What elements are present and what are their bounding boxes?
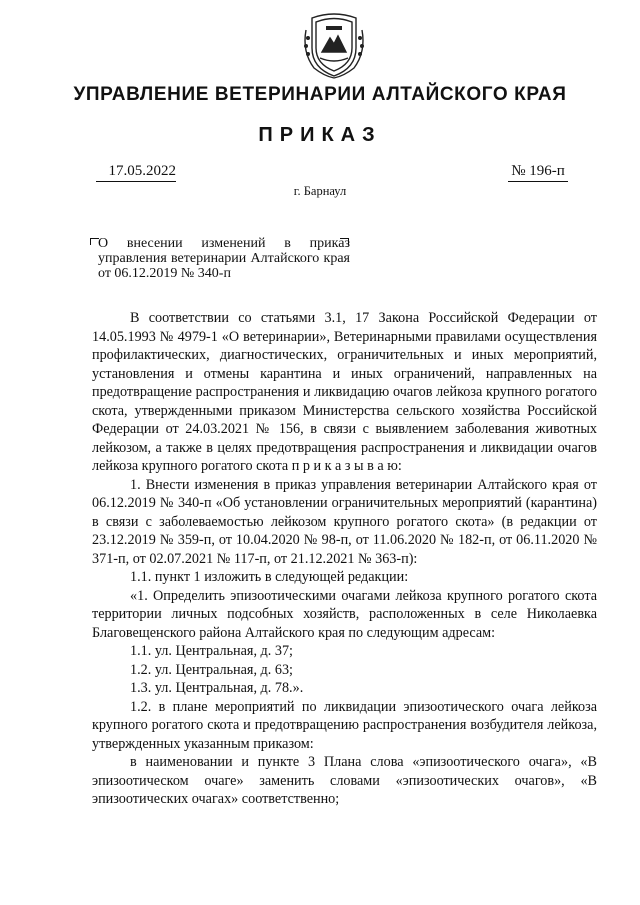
document-subject: О внесении изменений в приказ управления ветеринарии Алтайского края от 06.12.2019 № 340-п: [98, 236, 350, 281]
altai-krai-coat-of-arms-icon: [300, 8, 368, 80]
body-paragraph-item-1-1: 1.1. пункт 1 изложить в следующей редакции:: [130, 569, 409, 585]
body-paragraph-item-1: 1. Внести изменения в приказ управления ветеринарии Алтайского края от 06.12.2019 № 340-п «Об установлении ограничительных мероприятий (карантина) в связи с заболеваемостью лейкозом крупного рогатого скота» (в редакции от 23.12.2019 № 359-п, от 10.04.2020 № 98-п, от 11.06.2020 № 182-п, от 06.11.2020 № 371-п, от 02.07.2021 № 117-п, от 21.12.2021 № 363-п):: [92, 476, 597, 567]
body-paragraph-replacement: в наименовании и пункте 3 Плана слова «эпизоотического очага», «В эпизоотическом очаге» заменить словами «эпизоотических очагов», «В эпизоотических очагах» соответственно;: [92, 754, 597, 807]
body-address-2: 1.2. ул. Центральная, д. 63;: [130, 661, 293, 678]
body-paragraph-preamble: В соответствии со статьями 3.1, 17 Закона Российской Федерации от 14.05.1993 № 4979-1 «О ветеринарии», Ветеринарными правилами осуществления профилактических, диагностических, ограничительных и иных мероприятий, установления и отмены карантина и иных ограничений, направленных на предотвращение распространения и ликвидацию очагов лейкоза крупного рогатого скота, утвержденными приказом Министерства сельского хозяйства Российской Федерации от 24.03.2021 № 156, в связи с выявлением заболевания животных лейкозом, а также в целях предотвращения распространения и ликвидации очагов лейкоза крупного рогатого скота п р и к а з ы в а ю:: [92, 310, 597, 474]
body-address-3: 1.3. ул. Центральная, д. 78.».: [130, 680, 304, 696]
body-paragraph-quoted-item: «1. Определить эпизоотическими очагами лейкоза крупного рогатого скота территории личных подсобных хозяйств, расположенных в селе Николаевка Благовещенского района Алтайского края по следующим адресам:: [92, 587, 597, 641]
document-number: № 196-п: [508, 163, 568, 182]
document-type: ПРИКАЗ: [258, 124, 382, 146]
document-date: 17.05.2022: [96, 163, 176, 182]
agency-title: УПРАВЛЕНИЕ ВЕТЕРИНАРИИ АЛТАЙСКОГО КРАЯ: [73, 84, 567, 105]
body-address-1: 1.1. ул. Центральная, д. 37;: [130, 643, 293, 659]
document-city: г. Барнаул: [293, 184, 347, 198]
body-paragraph-item-1-2: 1.2. в плане мероприятий по ликвидации эпизоотического очага лейкоза крупного рогатого скота и предотвращению распространения возбудителя лейкоза, утвержденных указанным приказом:: [92, 698, 597, 752]
document-body: [92, 309, 597, 809]
